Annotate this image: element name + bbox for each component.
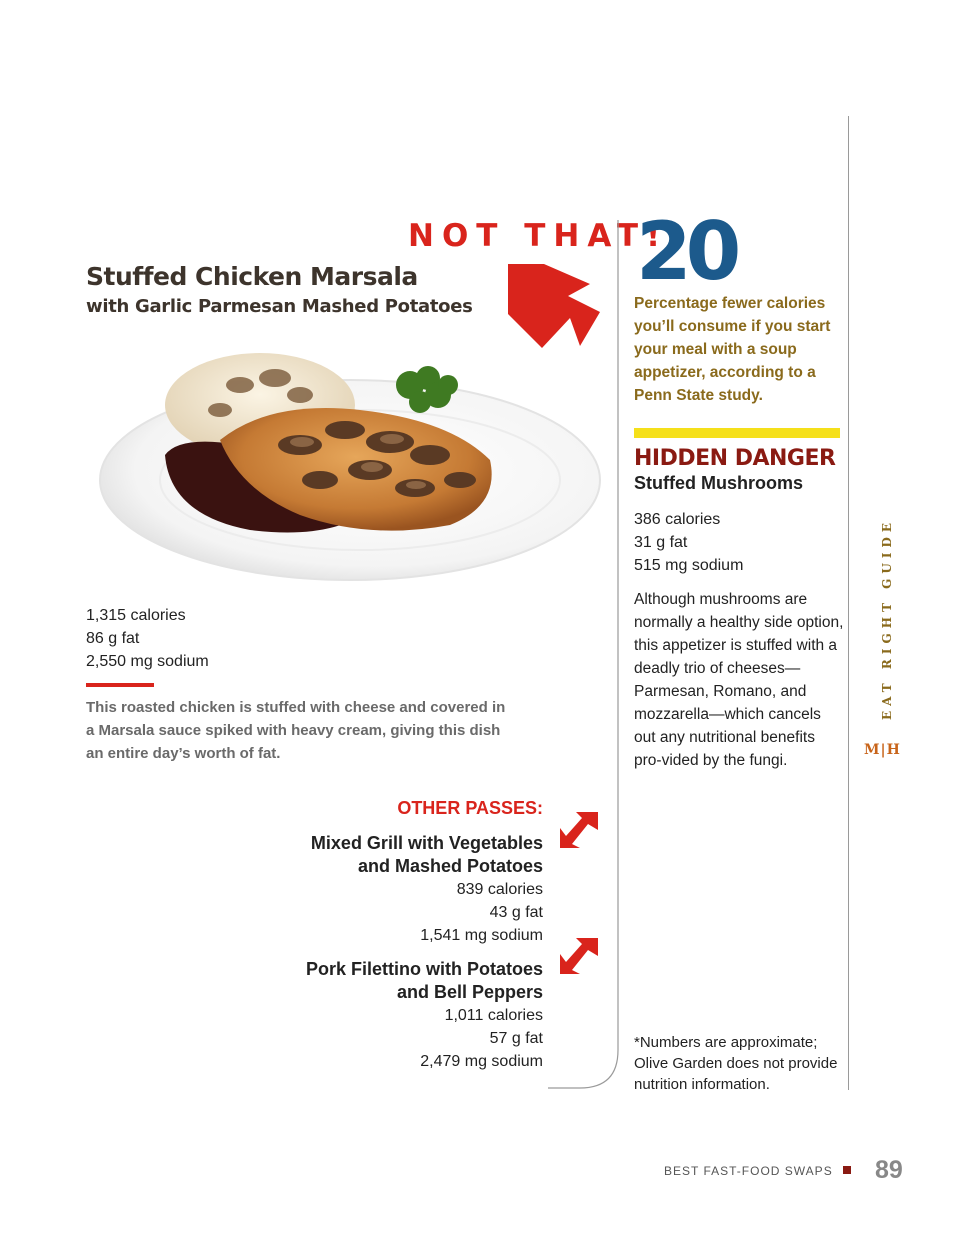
red-divider [86,683,154,687]
stat-number: 20 [636,205,736,298]
other-pass-name: Mixed Grill with Vegetables [310,833,543,853]
other-pass-sodium: 1,541 mg sodium [420,927,543,944]
dish-description: This roasted chicken is stuffed with cheese and covered in a Marsala sauce spiked with heavy cream, giving this dish an entire day’s worth of fat. [86,699,506,762]
eat-right-guide-label: EAT RIGHT GUIDE [880,517,894,720]
footer-section: BEST FAST-FOOD SWAPS [664,1164,833,1178]
other-pass-item [243,832,543,947]
stat-description: Percentage fewer calories you’ll consume if you start your meal with a soup appetizer, according to a Penn State study. [634,295,831,404]
footnote: *Numbers are approximate; Olive Garden does not provide nutrition information. [634,1034,838,1093]
dish-photo [70,330,610,590]
dish-fat: 86 g fat [86,630,140,647]
footer-square-icon [843,1166,851,1174]
other-pass-name: and Bell Peppers [396,982,543,1002]
other-pass-fat: 43 g fat [489,904,543,921]
hidden-danger-heading: HIDDEN DANGER [634,446,836,471]
hidden-danger-sodium: 515 mg sodium [634,557,744,574]
hidden-danger-item: Stuffed Mushrooms [634,473,803,493]
other-pass-fat: 57 g fat [489,1030,543,1047]
side-rule [848,116,849,1090]
not-that-heading: NOT THAT! [408,218,669,254]
other-passes-heading: OTHER PASSES: [397,798,543,818]
other-pass-calories: 839 calories [456,881,543,898]
hidden-danger-calories: 386 calories [634,511,721,528]
dish-stats [86,604,209,673]
column-divider [546,220,620,1092]
hidden-danger-stats [634,508,743,577]
hidden-danger-description: Although mushrooms are normally a healthy side option, this appetizer is stuffed with a deadly trio of cheeses—Parmesan, Romano, and mozzarella—which cancels out any nutritional benefits pro-vided by the fungi. [634,591,844,769]
other-pass-calories: 1,011 calories [444,1007,543,1024]
dish-sodium: 2,550 mg sodium [86,653,209,670]
dish-title: Stuffed Chicken Marsala [86,262,418,291]
page-number: 89 [875,1156,903,1184]
hidden-danger-fat: 31 g fat [634,534,688,551]
dish-subtitle: with Garlic Parmesan Mashed Potatoes [86,296,473,317]
other-pass-name: Pork Filettino with Potatoes [305,959,543,979]
other-pass-item [243,958,543,1073]
other-pass-sodium: 2,479 mg sodium [420,1053,543,1070]
mh-logo: M|H [864,742,901,758]
dish-calories: 1,315 calories [86,607,186,624]
yellow-divider [634,428,840,438]
other-pass-name: and Mashed Potatoes [357,856,543,876]
